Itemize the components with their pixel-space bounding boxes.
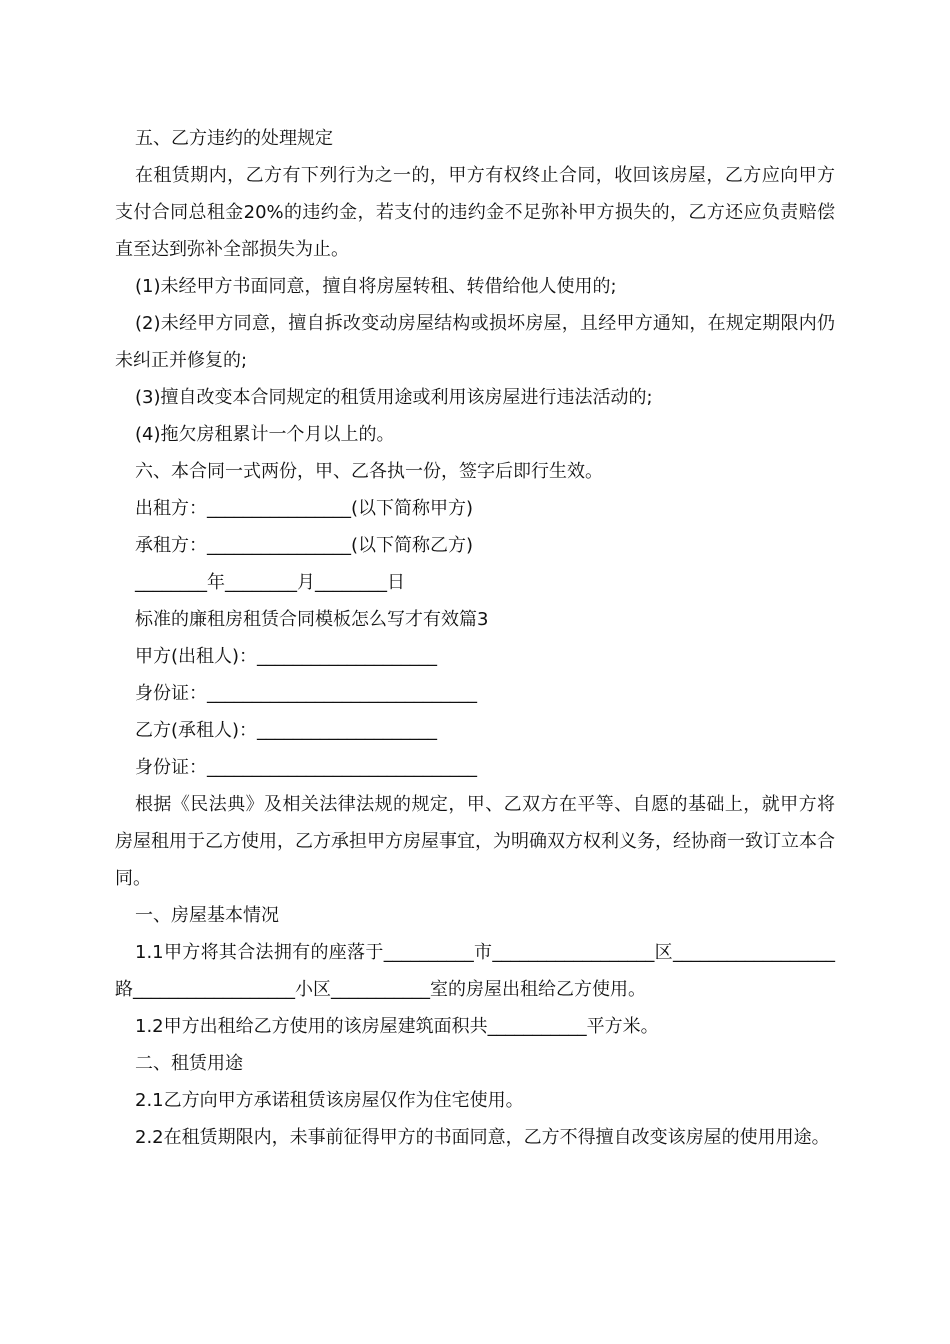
section-heading-2-usage: 二、租赁用途 [135, 1053, 243, 1074]
party-b-id-field: 身份证：______________________________ [135, 757, 477, 778]
party-a-id-field: 身份证：______________________________ [135, 683, 477, 704]
lessor-signature-line: 出租方：________________(以下简称甲方) [135, 498, 474, 519]
party-b-field: 乙方(承租人)：____________________ [135, 720, 438, 741]
party-a-field: 甲方(出租人)：____________________ [135, 646, 438, 667]
breach-terms-paragraph: 在租赁期内，乙方有下列行为之一的，甲方有权终止合同，收回该房屋，乙方应向甲方支付合同总租金20%的违约金，若支付的违约金不足弥补甲方损失的，乙方还应负责赔偿直至达到弥补全部损失为止。 [115, 165, 835, 260]
section-heading-5-breach: 五、乙方违约的处理规定 [135, 128, 333, 149]
breach-item-1: (1)未经甲方书面同意，擅自将房屋转租、转借给他人使用的; [135, 276, 617, 297]
contract-title: 标准的廉租房租赁合同模板怎么写才有效篇3 [135, 609, 489, 630]
clause-2-1: 2.1乙方向甲方承诺租赁该房屋仅作为住宅使用。 [135, 1090, 524, 1111]
breach-item-4: (4)拖欠房租累计一个月以上的。 [135, 424, 395, 445]
clause-2-2: 2.2在租赁期限内，未事前征得甲方的书面同意，乙方不得擅自改变该房屋的使用用途。 [135, 1127, 830, 1148]
clause-1-1: 1.1甲方将其合法拥有的座落于__________市__________________区__________________路__________________小区___________室的房屋出租给乙方使用。 [115, 942, 835, 1000]
date-line: ________年________月________日 [135, 572, 405, 593]
breach-item-3: (3)擅自改变本合同规定的租赁用途或利用该房屋进行违法活动的; [135, 387, 653, 408]
preamble-paragraph: 根据《民法典》及相关法律法规的规定，甲、乙双方在平等、自愿的基础上，就甲方将房屋租用于乙方使用，乙方承担甲方房屋事宜，为明确双方权利义务，经协商一致订立本合同。 [115, 794, 835, 889]
section-heading-1-property: 一、房屋基本情况 [135, 905, 279, 926]
section-heading-6-copies: 六、本合同一式两份，甲、乙各执一份，签字后即行生效。 [135, 461, 603, 482]
breach-item-2: (2)未经甲方同意，擅自拆改变动房屋结构或损坏房屋，且经甲方通知，在规定期限内仍未纠正并修复的; [115, 313, 835, 371]
clause-1-2: 1.2甲方出租给乙方使用的该房屋建筑面积共___________平方米。 [135, 1016, 659, 1037]
document-body [115, 120, 835, 1156]
lessee-signature-line: 承租方：________________(以下简称乙方) [135, 535, 474, 556]
